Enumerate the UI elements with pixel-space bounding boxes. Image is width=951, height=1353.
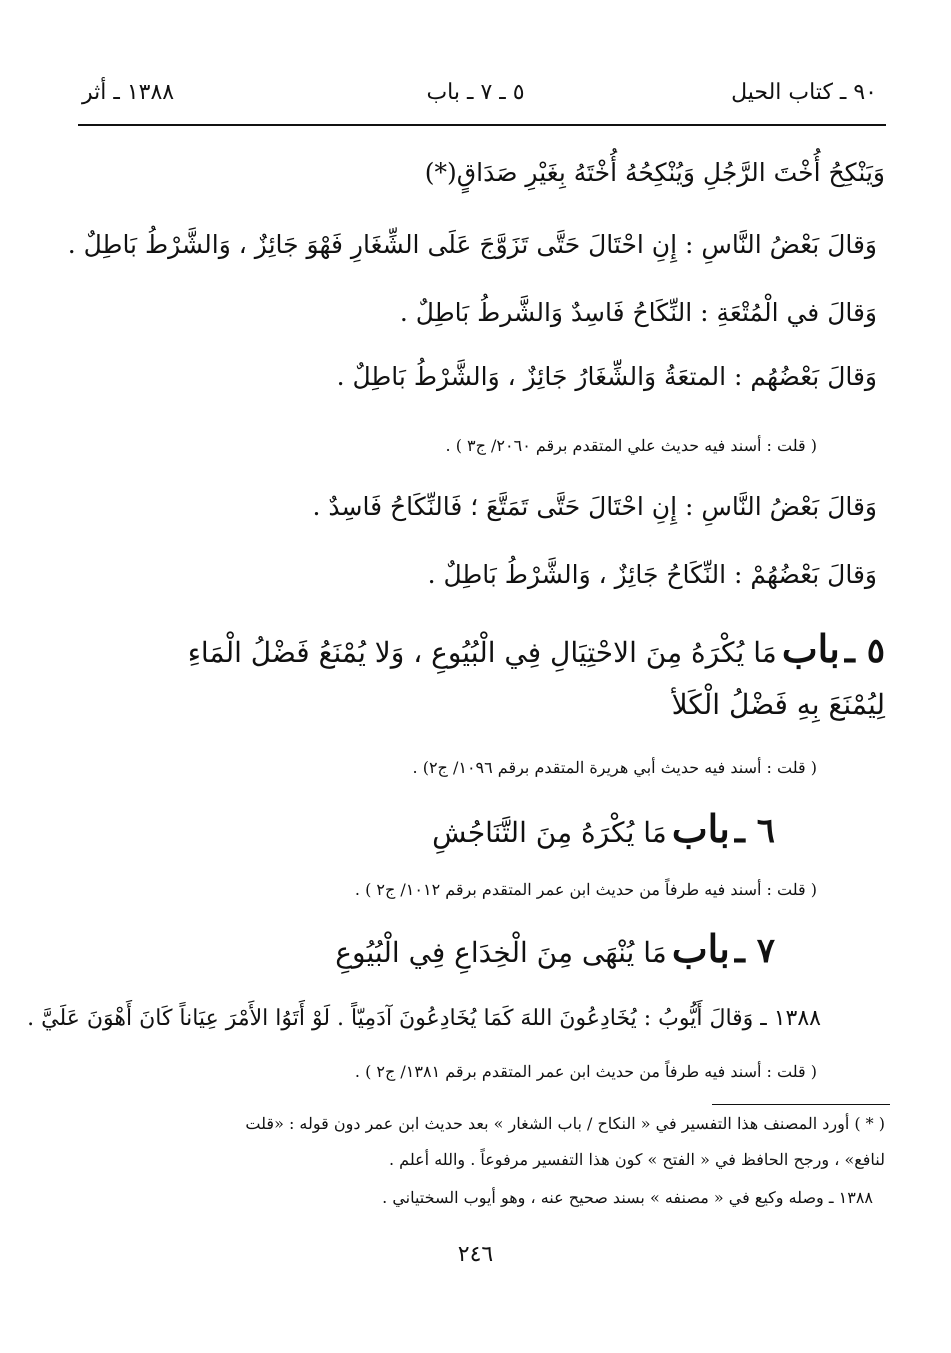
- header-section: ٥ ـ ٧ ـ باب: [426, 80, 525, 105]
- chapter-6-bab: باب: [671, 806, 730, 851]
- chapter-7-note: ( قلت : أسند فيه طرفاً من حديث ابن عمر المتقدم برقم ١٣٨١/ ج٢ ) .: [354, 1062, 817, 1081]
- chapter-6-note: ( قلت : أسند فيه طرفاً من حديث ابن عمر المتقدم برقم ١٠١٢/ ج٢ ) .: [354, 880, 817, 899]
- body-line-3: وَقالَ في الْمُتْعَةِ : النِّكَاحُ فَاسِدٌ وَالشَّرطُ بَاطِلٌ .: [399, 298, 877, 327]
- body-line-6: وَقالَ بَعْضُهُمْ : النِّكَاحُ جَائِزٌ ، وَالشَّرْطُ بَاطِلٌ .: [427, 560, 877, 589]
- footnote-1-line-2: لنافع» ، ورجح الحافظ في « الفتح » كون هذا التفسير مرفوعاً . والله أعلم .: [389, 1150, 885, 1169]
- chapter-5-title: مَا يُكْرَهُ مِنَ الاحْتِيَالِ فِي الْبُيُوعِ ، وَلا يُمْنَعُ فَضْلُ الْمَاءِ: [187, 636, 777, 669]
- header-divider: [78, 124, 886, 126]
- body-line-1: وَيَنْكِحُ أُخْتَ الرَّجُلِ وَيُنْكِحُهُ أُخْتَهُ بِغَيْرِ صَدَاقٍ(*): [424, 158, 885, 187]
- body-line-2: وَقالَ بَعْضُ النَّاسِ : إِنِ احْتَالَ حَتَّى تَزَوَّجَ عَلَى الشِّغَارِ فَهْوَ جَائِزٌ ، وَالشَّرْطُ بَاطِلٌ .: [67, 230, 877, 259]
- chapter-5-number: ٥ ـ: [844, 631, 885, 671]
- footnote-2: ١٣٨٨ ـ وصله وكيع في « مصنفه » بسند صحيح عنه ، وهو أيوب السختياني .: [382, 1188, 873, 1207]
- body-line-5: وَقالَ بَعْضُ النَّاسِ : إِنِ احْتَالَ حَتَّى تَمَتَّعَ ؛ فَالنِّكَاحُ فَاسِدٌ .: [312, 492, 877, 521]
- chapter-7-title: مَا يُنْهَى مِنَ الْخِدَاعِ فِي الْبُيُوعِ: [335, 936, 667, 969]
- chapter-7-number: ٧ ـ: [734, 931, 775, 971]
- footnote-1-line-1: ( * ) أورد المصنف هذا التفسير في « النكاح / باب الشغار » بعد حديث ابن عمر دون قوله : «قلت: [245, 1114, 885, 1133]
- chapter-6-title: مَا يُكْرَهُ مِنَ التَّنَاجُشِ: [432, 816, 667, 849]
- body-line-4: وَقالَ بَعْضُهُم : المتعَةُ وَالشِّغَارُ جَائِزٌ ، وَالشَّرْطُ بَاطِلٌ .: [336, 362, 877, 391]
- chapter-5-title-continued: لِيُمْنَعَ بِهِ فَضْلُ الْكَلأ: [671, 688, 885, 721]
- footnote-divider: [712, 1104, 890, 1105]
- chapter-5-heading: [188, 626, 885, 671]
- header-athar: ١٣٨٨ ـ أثر: [82, 80, 175, 105]
- header-chapter: ٩٠ ـ كتاب الحيل: [731, 80, 877, 105]
- chapter-7-bab: باب: [671, 926, 730, 971]
- chapter-7-heading: [335, 926, 775, 971]
- page-number: ٢٤٦: [457, 1242, 494, 1267]
- note-1: ( قلت : أسند فيه حديث علي المتقدم برقم ٢٠٦٠/ ج٣ ) .: [445, 436, 817, 455]
- athar-1388: ١٣٨٨ ـ وَقالَ أَيُّوبُ : يُخَادِعُونَ اللهَ كَمَا يُخَادِعُونَ آدَمِيّاً . لَوْ أَتَوُا الأَمْرَ عِيَاناً كَانَ أَهْوَنَ عَلَيَّ .: [27, 1006, 821, 1031]
- chapter-5-note: ( قلت : أسند فيه حديث أبي هريرة المتقدم برقم ١٠٩٦/ ج٢) .: [412, 758, 817, 777]
- chapter-6-number: ٦ ـ: [734, 811, 775, 851]
- chapter-6-heading: [432, 806, 775, 851]
- chapter-5-bab: باب: [781, 626, 840, 671]
